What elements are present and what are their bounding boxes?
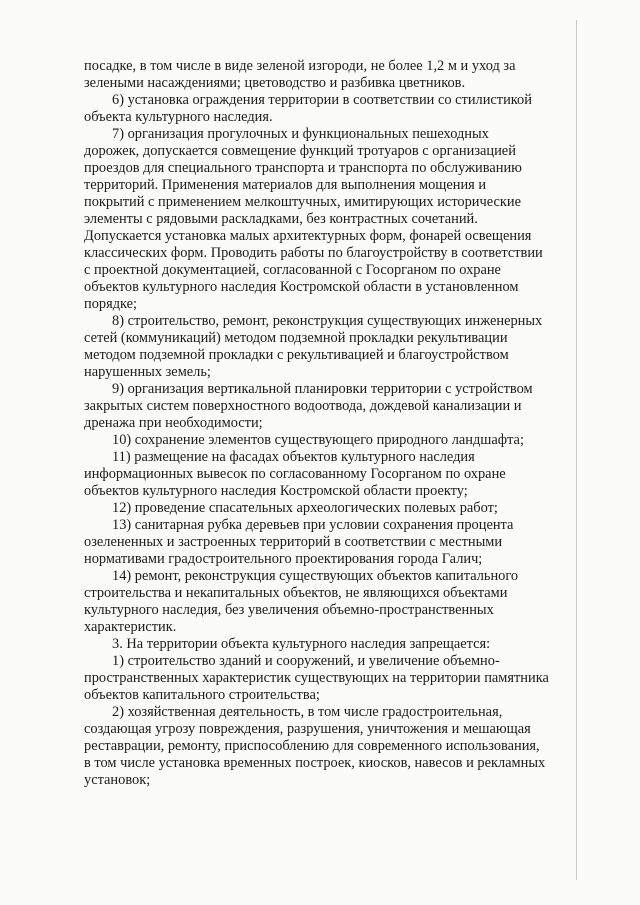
paragraph-11: 3. На территории объекта культурного наследия запрещается: [112, 636, 491, 652]
paragraph-4: 8) строительство, ремонт, реконструкция существующих инженерных сетей (коммуникаций) методом подземной прокладки рекультивации методом подземной прокладки с рекультивацией и благоустройством нарушенных земель; [84, 313, 543, 380]
paragraph-7: 11) размещение на фасадах объектов культурного наследия информационных вывесок по согласованному Госорганом по охране объектов культурного наследия Костромской области проекту; [84, 449, 506, 499]
scan-margin-line [576, 20, 577, 880]
paragraph-1: посадке, в том числе в виде зеленой изгороди, не более 1,2 м и уход за зелеными насаждениями; цветоводство и разбивка цветников. [84, 58, 516, 91]
paragraph-5: 9) организация вертикальной планировки территории с устройством закрытых систем поверхностного водоотвода, дождевой канализации и дренажа при необходимости; [84, 381, 533, 431]
paragraph-12: 1) строительство зданий и сооружений, и увеличение объемно- пространственных характеристик существующих на территории памятника объектов капитального строительства; [84, 653, 549, 703]
paragraph-13: 2) хозяйственная деятельность, в том числе градостроительная, создающая угрозу повреждения, разрушения, уничтожения и мешающая реставрации, ремонту, приспособлению для современного использования, в том числе установка временных построек, киосков, навесов и рекламных установок; [84, 704, 546, 788]
body-text [84, 58, 570, 789]
paragraph-9: 13) санитарная рубка деревьев при условии сохранения процента озелененных и застроенных территорий в соответствии с местными нормативами градостроительного проектирования города Галич; [84, 517, 514, 567]
paragraph-3: 7) организация прогулочных и функциональных пешеходных дорожек, допускается совмещение функций тротуаров с организацией проездов для специального транспорта и транспорта по обслуживанию территорий. Применения материалов для выполнения мощения и покрытий с применением мелкоштучных, имитирующих исторические элементы с рядовыми раскладками, без контрастных сочетаний. Допускается установка малых архитектурных форм, фонарей освещения классических форм. Проводить работы по благоустройству в соответствии с проектной документацией, согласованной с Госорганом по охране объектов культурного наследия Костромской области в установленном порядке; [84, 126, 543, 312]
paragraph-6: 10) сохранение элементов существующего природного ландшафта; [112, 432, 524, 448]
paragraph-8: 12) проведение спасательных археологических полевых работ; [112, 500, 498, 516]
paragraph-10: 14) ремонт, реконструкция существующих объектов капитального строительства и некапитальных объектов, не являющихся объектами культурного наследия, без увеличения объемно-пространственных характеристик. [84, 568, 519, 635]
paragraph-2: 6) установка ограждения территории в соответствии со стилистикой объекта культурного наследия. [84, 92, 532, 125]
